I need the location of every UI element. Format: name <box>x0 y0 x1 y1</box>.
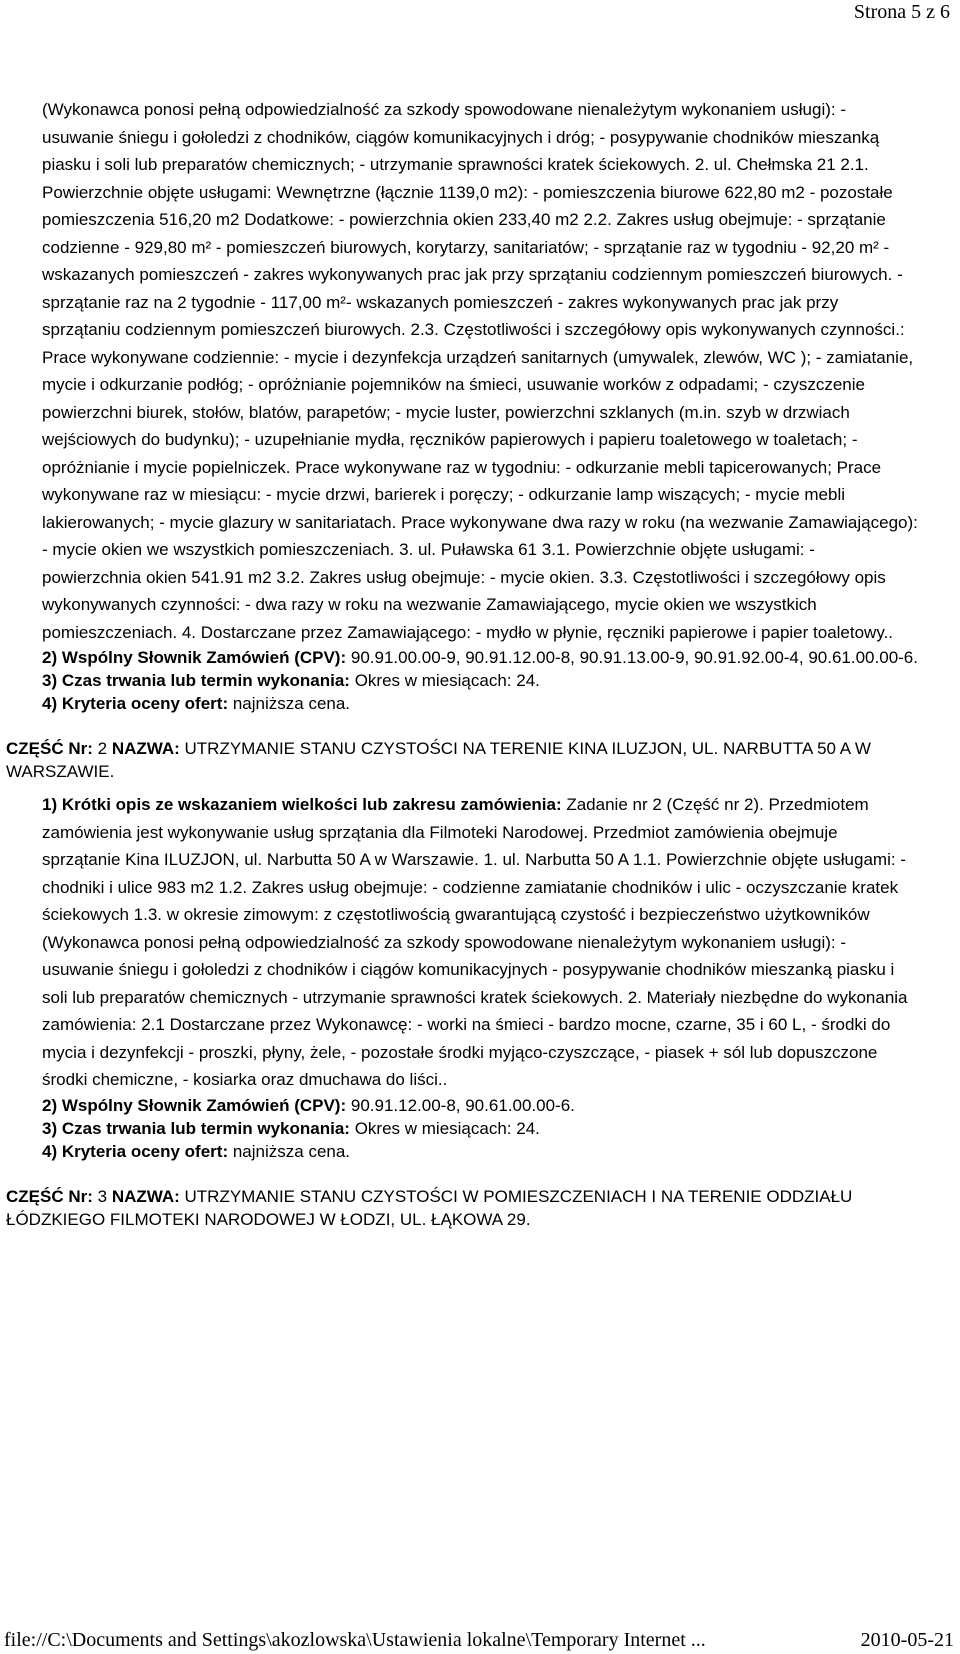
page-footer <box>4 1628 954 1652</box>
part1-cpv <box>42 646 918 669</box>
part2-criteria-value: najniższa cena. <box>228 1141 351 1161</box>
page-number: Strona 5 z 6 <box>853 1 950 23</box>
part2-duration-value: Okres w miesiącach: 24. <box>349 1118 540 1138</box>
part2-criteria-label: 4) Kryteria oceny ofert: <box>42 1141 229 1161</box>
part2-criteria <box>42 1140 918 1163</box>
part2-prefix: CZĘŚĆ Nr: <box>6 739 93 758</box>
part1-duration <box>42 669 918 692</box>
part1-criteria-value: najniższa cena. <box>228 694 351 713</box>
part2-name-label: NAZWA: <box>111 739 180 758</box>
document-body <box>6 96 918 1231</box>
part1-description: (Wykonawca ponosi pełną odpowiedzialność za szkody spowodowane nienależytym wykonaniem usługi): - usuwanie śniegu i gołoledzi z chodników, ciągów komunikacyjnych i dróg; - posypywanie chodników mieszanką piasku i soli lub preparatów chemicznych; - utrzymanie sprawności kratek ściekowych. 2. ul. Chełmska 21 2.1. Powierzchnie objęte usługami: Wewnętrzne (łącznie 1139,0 m2): - pomieszczenia biurowe 622,80 m2 - pozostałe pomieszczenia 516,20 m2 Dodatkowe: - powierzchnia okien 233,40 m2 2.2. Zakres usług obejmuje: - sprzątanie codzienne - 929,80 m² - pomieszczeń biurowych, korytarzy, sanitariatów; - sprzątanie raz w tygodniu - 92,20 m² - wskazanych pomieszczeń - zakres wykonywanych prac jak przy sprzątaniu codziennym pomieszczeń biurowych. - sprzątanie raz na 2 tygodnie - 117,00 m²- wskazanych pomieszczeń - zakres wykonywanych prac jak przy sprzątaniu codziennym pomieszczeń biurowych. 2.3. Częstotliwości i szczegółowy opis wykonywanych czynności.: Prace wykonywane codziennie: - mycie i dezynfekcja urządzeń sanitarnych (umywalek, zlewów, WC ); - zamiatanie, mycie i odkurzanie podłóg; - opróżnianie pojemników na śmieci, usuwanie worków z odpadami; - czyszczenie powierzchni biurek, stołów, blatów, parapetów; - mycie luster, powierzchni szklanych (m.in. szyb w drzwiach wejściowych do budynku); - uzupełnianie mydła, ręczników papierowych i papieru toaletowego w toaletach; - opróżnianie i mycie popielniczek. Prace wykonywane raz w tygodniu: - odkurzanie mebli tapicerowanych; Prace wykonywane raz w miesiącu: - mycie drzwi, barierek i poręczy; - odkurzanie lamp wiszących; - mycie mebli lakierowanych; - mycie glazury w sanitariatach. Prace wykonywane dwa razy w roku (na wezwanie Zamawiającego): - mycie okien we wszystkich pomieszczeniach. 3. ul. Puławska 61 3.1. Powierzchnie objęte usługami: - powierzchnia okien 541.91 m2 3.2. Zakres usług obejmuje: - mycie okien. 3.3. Częstotliwości i szczegółowy opis wykonywanych czynności: - dwa razy w roku na wezwanie Zamawiającego, mycie okien we wszystkich pomieszczeniach. 4. Dostarczane przez Zamawiającego: - mydło w płynie, ręczniki papierowe i papier toaletowy.. <box>42 100 918 642</box>
footer-file-path: file://C:\Documents and Settings\akozlowska\Ustawienia lokalne\Temporary Internet ... <box>4 1629 706 1651</box>
part1-criteria-label: 4) Kryteria oceny ofert: <box>42 694 229 713</box>
part2-heading <box>6 737 918 783</box>
part2-number: 2 <box>92 739 112 758</box>
part2-cpv <box>42 1094 918 1117</box>
part3-prefix: CZĘŚĆ Nr: <box>6 1186 93 1206</box>
part2-duration-label: 3) Czas trwania lub termin wykonania: <box>42 1118 350 1138</box>
part3-number: 3 <box>92 1186 112 1206</box>
part3-heading <box>6 1185 918 1231</box>
part1-duration-value: Okres w miesiącach: 24. <box>349 671 540 690</box>
part3-name-label: NAZWA: <box>111 1186 180 1206</box>
part1-cpv-label: 2) Wspólny Słownik Zamówień (CPV): <box>42 648 347 667</box>
part1-cpv-value: 90.91.00.00-9, 90.91.12.00-8, 90.91.13.00-9, 90.91.92.00-4, 90.61.00.00-6. <box>346 648 918 667</box>
footer-date: 2010-05-21 <box>860 1629 954 1651</box>
part2-cpv-label: 2) Wspólny Słownik Zamówień (CPV): <box>42 1095 347 1115</box>
part2-cpv-value: 90.91.12.00-8, 90.61.00.00-6. <box>346 1095 575 1115</box>
part3-name: UTRZYMANIE STANU CZYSTOŚCI W POMIESZCZENIACH I NA TERENIE ODDZIAŁU ŁÓDZKIEGO FILMOTEKI NARODOWEJ W ŁODZI, UL. ŁĄKOWA 29. <box>6 1186 853 1229</box>
part2-duration <box>42 1117 918 1140</box>
part2-description <box>42 791 918 1094</box>
part1-criteria <box>42 692 918 715</box>
part2-name: UTRZYMANIE STANU CZYSTOŚCI NA TERENIE KINA ILUZJON, UL. NARBUTTA 50 A W WARSZAWIE. <box>6 739 871 781</box>
part2-desc-value: Zadanie nr 2 (Część nr 2). Przedmiotem zamówienia jest wykonywanie usług sprzątania dla Filmoteki Narodowej. Przedmiot zamówienia obejmuje sprzątanie Kina ILUZJON, ul. Narbutta 50 A w Warszawie. 1. ul. Narbutta 50 A 1.1. Powierzchnie objęte usługami: - chodniki i ulice 983 m2 1.2. Zakres usług obejmuje: - codzienne zamiatanie chodników i ulic - oczyszczanie kratek ściekowych 1.3. w okresie zimowym: z częstotliwością gwarantującą czystość i bezpieczeństwo użytkowników (Wykonawca ponosi pełną odpowiedzialność za szkody spowodowane nienależytym wykonaniem usługi): - usuwanie śniegu i gołoledzi z chodników i ciągów komunikacyjnych - posypywanie chodników mieszanką piasku i soli lub preparatów chemicznych - utrzymanie sprawności kratek ściekowych. 2. Materiały niezbędne do wykonania zamówienia: 2.1 Dostarczane przez Wykonawcę: - worki na śmieci - bardzo mocne, czarne, 35 i 60 L, - środki do mycia i dezynfekcji - proszki, płyny, żele, - pozostałe środki myjąco-czyszczące, - piasek + sól lub dopuszczone środki chemiczne, - kosiarka oraz dmuchawa do liści.. <box>42 795 908 1089</box>
part1-duration-label: 3) Czas trwania lub termin wykonania: <box>42 671 350 690</box>
part2-desc-label: 1) Krótki opis ze wskazaniem wielkości lub zakresu zamówienia: <box>42 795 562 814</box>
